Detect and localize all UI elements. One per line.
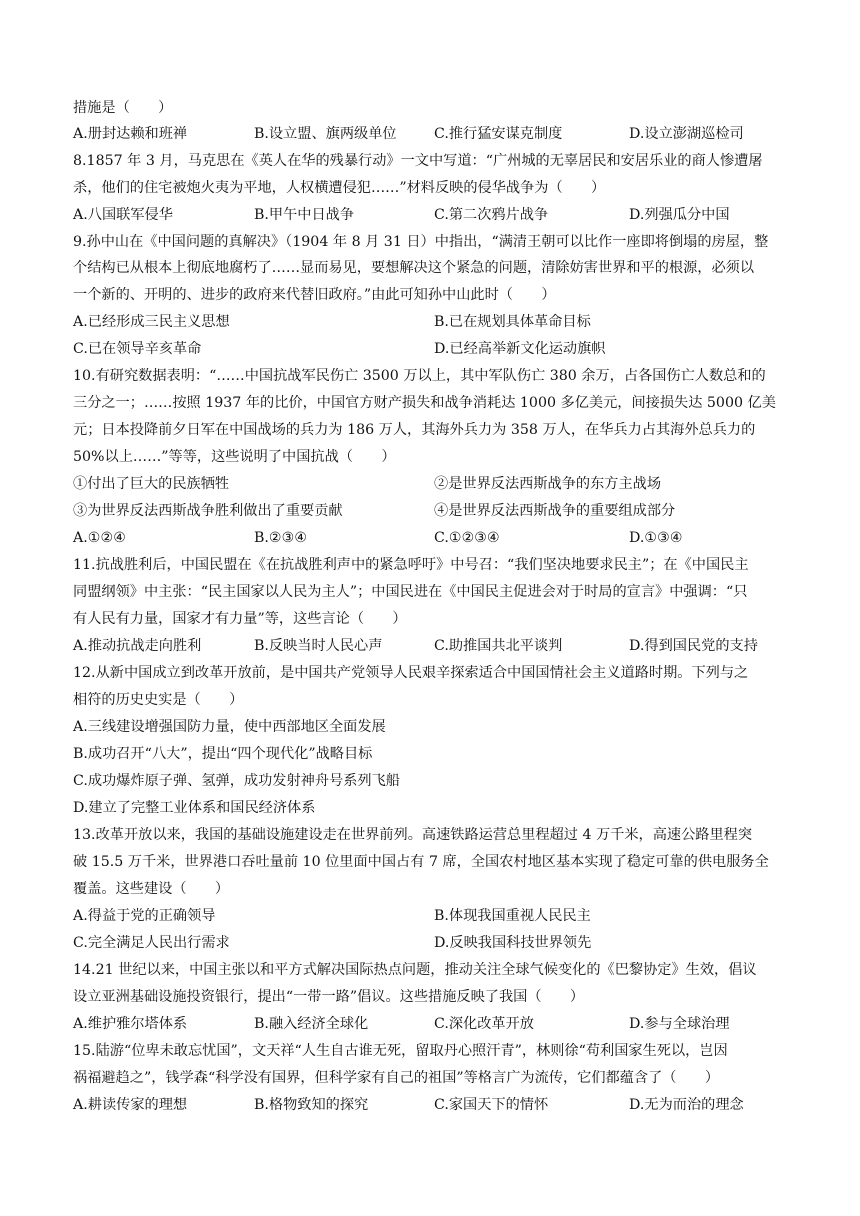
q7-option-a: A.册封达赖和班禅 [73, 126, 188, 142]
q15-stem-line-2: 祸福避趋之”，钱学森“科学没有国界，但科学家有自己的祖国”等格言广为流传，它们都蕴含了（ ） [73, 1070, 720, 1086]
q9-stem-line-1: 9.孙中山在《中国问题的真解决》（1904 年 8 月 31 日）中指出，“满清王朝可以比作一座即将倒塌的房屋，整 [73, 234, 769, 250]
q14-option-b: B.融入经济全球化 [254, 1016, 369, 1032]
q8-stem-line-1: 8.1857 年 3 月，马克思在《英人在华的残暴行动》一文中写道：“广州城的无辜居民和安居乐业的商人惨遭屠 [73, 153, 763, 169]
q10-option-d: D.①③④ [629, 530, 683, 546]
q9-stem-line-2: 个结构已从根本上彻底地腐朽了……显而易见，要想解决这个紧急的问题，清除妨害世界和平的根源，必须以 [73, 260, 755, 276]
q15-option-b: B.格物致知的探究 [254, 1097, 369, 1113]
q9-option-b: B.已在规划具体革命目标 [434, 314, 591, 330]
q10-stem-line-2: 三分之一；……按照 1937 年的比价，中国官方财产损失和战争消耗达 1000 多亿美元，间接损失达 5000 亿美 [73, 395, 776, 411]
q11-stem-line-3: 有人民有力量，国家才有力量”等，这些言论（ ） [73, 611, 407, 627]
q12-option-b: B.成功召开“八大”，提出“四个现代化”战略目标 [73, 746, 373, 762]
q14-option-d: D.参与全球治理 [629, 1016, 730, 1032]
q8-option-a: A.八国联军侵华 [73, 207, 173, 223]
q10-statements-row-2 [73, 502, 793, 520]
q14-options [73, 1015, 793, 1033]
q13-option-b: B.体现我国重视人民民主 [434, 908, 591, 924]
q13-option-a: A.得益于党的正确领导 [73, 908, 216, 924]
q15-option-c: C.家国天下的情怀 [434, 1097, 549, 1113]
q12-option-a: A.三线建设增强国防力量，使中西部地区全面发展 [73, 719, 386, 735]
q13-options-row-2 [73, 934, 793, 952]
q14-stem-line-1: 14.21 世纪以来，中国主张以和平方式解决国际热点问题，推动关注全球气候变化的《巴黎协定》生效，倡议 [73, 962, 757, 978]
q14-option-a: A.维护雅尔塔体系 [73, 1016, 188, 1032]
q13-stem-line-3: 覆盖。这些建设（ ） [73, 881, 230, 897]
q11-option-b: B.反映当时人民心声 [254, 638, 383, 654]
q11-stem-line-1: 11.抗战胜利后，中国民盟在《在抗战胜利声中的紧急呼吁》中号召：“我们坚决地要求民主”；在《中国民主 [73, 557, 749, 573]
q12-option-d: D.建立了完整工业体系和国民经济体系 [73, 800, 316, 816]
q11-option-a: A.推动抗战走向胜利 [73, 638, 202, 654]
q12-option-c: C.成功爆炸原子弹、氢弹，成功发射神舟号系列飞船 [73, 773, 400, 789]
q11-option-c: C.助推国共北平谈判 [434, 638, 563, 654]
q9-options-row-2 [73, 340, 793, 358]
q8-option-d: D.列强瓜分中国 [629, 207, 730, 223]
q14-option-c: C.深化改革开放 [434, 1016, 534, 1032]
q13-stem-line-1: 13.改革开放以来，我国的基础设施建设走在世界前列。高速铁路运营总里程超过 4 万千米，高速公路里程突 [73, 827, 753, 843]
q10-stem-line-1: 10.有研究数据表明：“……中国抗战军民伤亡 3500 万以上，其中军队伤亡 380 余万，占各国伤亡人数总和的 [73, 368, 766, 384]
q15-option-d: D.无为而治的理念 [629, 1097, 744, 1113]
q10-statement-4: ④是世界反法西斯战争的重要组成部分 [434, 503, 676, 519]
q13-options-row-1 [73, 907, 793, 925]
q9-stem-line-3: 一个新的、开明的、进步的政府来代替旧政府。”由此可知孙中山此时（ ） [73, 287, 556, 303]
q10-statement-1: ①付出了巨大的民族牺牲 [73, 476, 230, 492]
q9-options-row-1 [73, 313, 793, 331]
q10-stem-line-4: 50%以上……”等等，这些说明了中国抗战（ ） [73, 449, 396, 465]
q13-option-d: D.反映我国科技世界领先 [434, 935, 592, 951]
q10-options [73, 529, 793, 547]
q15-option-a: A.耕读传家的理想 [73, 1097, 188, 1113]
q9-option-c: C.已在领导辛亥革命 [73, 341, 202, 357]
q9-option-a: A.已经形成三民主义思想 [73, 314, 230, 330]
q10-option-a: A.①②④ [73, 530, 126, 546]
q7-stem: 措施是（ ） [73, 100, 173, 116]
q11-option-d: D.得到国民党的支持 [629, 638, 758, 654]
q10-statement-2: ②是世界反法西斯战争的东方主战场 [434, 476, 662, 492]
q11-stem-line-2: 同盟纲领》中主张：“民主国家以人民为主人”；中国民进在《中国民主促进会对于时局的宣言》中强调：“只 [73, 584, 748, 600]
q12-stem-line-1: 12.从新中国成立到改革开放前，是中国共产党领导人民艰辛探索适合中国国情社会主义道路时期。下列与之 [73, 665, 749, 681]
q7-options [73, 125, 793, 143]
q7-option-d: D.设立澎湖巡检司 [629, 126, 744, 142]
q8-stem-line-2: 杀，他们的住宅被炮火夷为平地，人权横遭侵犯……”材料反映的侵华战争为（ ） [73, 180, 606, 196]
q8-option-c: C.第二次鸦片战争 [434, 207, 549, 223]
q8-options [73, 206, 793, 224]
q10-statements-row-1 [73, 475, 793, 493]
q10-statement-3: ③为世界反法西斯战争胜利做出了重要贡献 [73, 503, 343, 519]
q9-option-d: D.已经高举新文化运动旗帜 [434, 341, 606, 357]
q10-option-c: C.①②③④ [434, 530, 500, 546]
q12-stem-line-2: 相符的历史史实是（ ） [73, 692, 244, 708]
q10-option-b: B.②③④ [254, 530, 308, 546]
q15-stem-line-1: 15.陆游“位卑未敢忘忧国”，文天祥“人生自古谁无死，留取丹心照汗青”，林则徐“苟利国家生死以，岂因 [73, 1043, 728, 1059]
q13-option-c: C.完全满足人民出行需求 [73, 935, 230, 951]
q14-stem-line-2: 设立亚洲基础设施投资银行，提出“一带一路”倡议。这些措施反映了我国（ ） [73, 989, 585, 1005]
q11-options [73, 637, 793, 655]
q13-stem-line-2: 破 15.5 万千米，世界港口吞吐量前 10 位里面中国占有 7 席，全国农村地区基本实现了稳定可靠的供电服务全 [73, 854, 769, 870]
q7-option-b: B.设立盟、旗两级单位 [254, 126, 397, 142]
q7-option-c: C.推行猛安谋克制度 [434, 126, 563, 142]
q10-stem-line-3: 元；日本投降前夕日军在中国战场的兵力为 186 万人，其海外兵力为 358 万人，在华兵力占其海外总兵力的 [73, 422, 756, 438]
q8-option-b: B.甲午中日战争 [254, 207, 355, 223]
q15-options [73, 1096, 793, 1114]
